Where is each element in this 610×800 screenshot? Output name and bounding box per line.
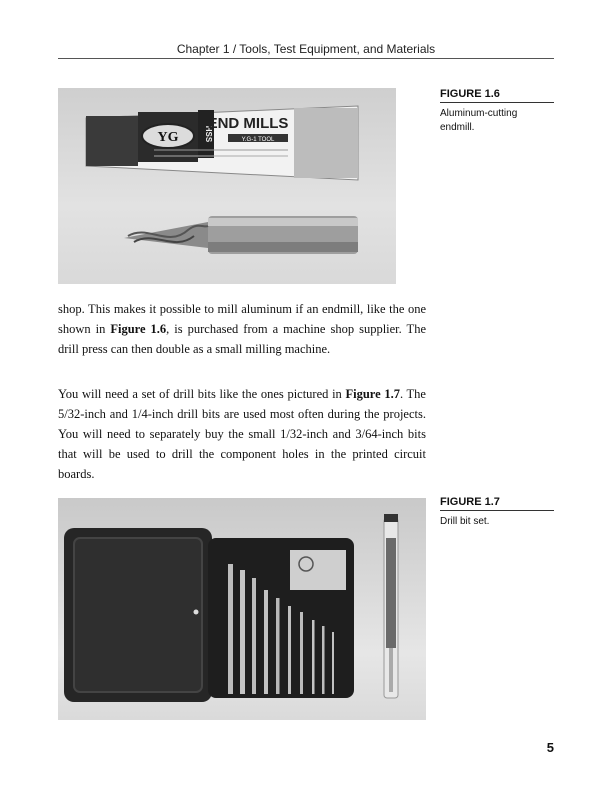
body-paragraph-1 [58, 299, 426, 359]
paragraph-1-text-start: shop. This makes it possible to mill aluminum if an endmill, like the one shown in [58, 302, 426, 336]
paragraph-2-text-end: . The 5/32-inch and 1/4-inch drill bits are used most often during the projects. You will need to separately buy the small 1/32-inch and 3/64-inch bits that will be used to drill the component holes in the printed circuit boards. [58, 387, 426, 481]
header-rule [58, 58, 554, 59]
box-tag-text: Y.G-1 TOOL [241, 137, 275, 143]
page-number: 5 [546, 740, 554, 755]
figure-1-7-label: FIGURE 1.7 [440, 496, 554, 511]
figure-1-6-caption-text: Aluminum-cutting endmill. [440, 108, 518, 133]
figure-1-7-reference: Figure 1.7 [345, 387, 400, 401]
endmill-box [86, 106, 358, 180]
figure-1-7-photo [58, 498, 426, 720]
box-title-text: END MILLS [207, 115, 289, 132]
body-paragraph-2 [58, 384, 426, 484]
running-head: Chapter 1 / Tools, Test Equipment, and Materials [176, 42, 436, 56]
single-drill-bit-package [384, 514, 398, 698]
endmill-tool [124, 216, 358, 254]
figure-1-7-caption [440, 496, 554, 529]
paragraph-2-text-start: You will need a set of drill bits like the ones pictured in [58, 387, 346, 401]
figure-1-7-caption-text: Drill bit set. [440, 516, 490, 527]
paragraph-1-text-end: , is purchased from a machine shop supplier. The drill press can then double as a small milling machine. [58, 322, 426, 356]
figure-1-6-reference: Figure 1.6 [110, 322, 167, 336]
figure-1-6-caption [440, 88, 554, 135]
drill-bit-set-illustration [58, 498, 426, 720]
endmill-illustration [58, 88, 396, 284]
figure-1-6-photo [58, 88, 396, 284]
box-brand-text: YG [157, 130, 179, 145]
figure-1-6-label: FIGURE 1.6 [440, 88, 554, 103]
box-side-text: HSS [204, 125, 213, 143]
drill-case [64, 528, 354, 702]
